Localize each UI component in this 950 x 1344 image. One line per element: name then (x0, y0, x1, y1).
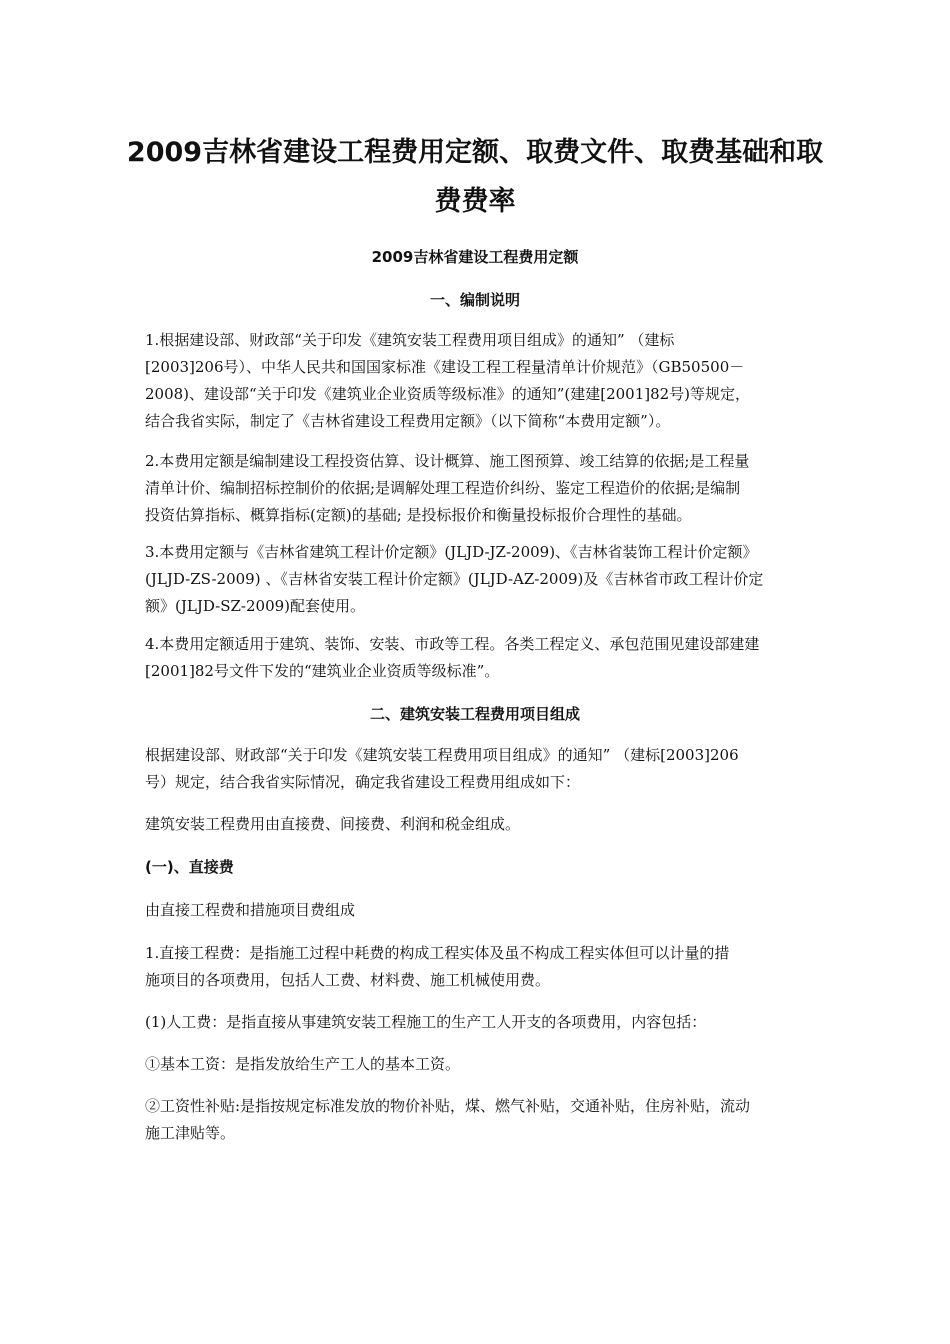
section-1-paragraph-1 (145, 327, 807, 435)
document-title-line-1: 2009吉林省建设工程费用定额、取费文件、取费基础和取 (126, 137, 824, 168)
document-title-line-2: 费费率 (434, 186, 516, 217)
section-2-heading: 二、建筑安装工程费用项目组成 (369, 705, 580, 723)
text-line: ②工资性补贴:是指按规定标准发放的物价补贴，煤、燃气补贴，交通补贴，住房补贴，流动 (145, 1097, 751, 1115)
section-1-paragraph-2 (145, 448, 807, 529)
section-2-paragraph-2: 建筑安装工程费用由直接费、间接费、利润和税金组成。 (145, 815, 521, 833)
text-line: [2001]82号文件下发的“建筑业企业资质等级标准”。 (145, 662, 500, 680)
text-line: 投资估算指标、概算指标(定额)的基础; 是投标报价和衡量投标报价合理性的基础。 (145, 506, 692, 524)
section-1-paragraph-3 (145, 539, 807, 620)
text-line: 根据建设部、财政部“关于印发《建筑安装工程费用项目组成》的通知” （建标[2003]206 (145, 746, 739, 764)
text-line: 3.本费用定额与《吉林省建筑工程计价定额》(JLJD-JZ-2009)、《吉林省装饰工程计价定额》 (145, 543, 758, 561)
text-line: 4.本费用定额适用于建筑、装饰、安装、市政等工程。各类工程定义、承包范围见建设部建建 (145, 635, 760, 653)
subsection-paragraph-5 (145, 1093, 807, 1147)
text-line: 施项目的各项费用，包括人工费、材料费、施工机械使用费。 (145, 971, 551, 989)
section-1-paragraph-4 (145, 631, 807, 685)
subsection-paragraph-3: (1)人工费：是指直接从事建筑安装工程施工的生产工人开支的各项费用，内容包括： (145, 1013, 707, 1031)
text-line: (JLJD-ZS-2009) 、《吉林省安装工程计价定额》(JLJD-AZ-2009)及《吉林省市政工程计价定 (145, 570, 764, 588)
text-line: [2003]206号）、中华人民共和国国家标准《建设工程工程量清单计价规范》（GB50500－ (145, 358, 745, 376)
subsection-heading-direct-cost: (一)、直接费 (145, 858, 234, 876)
text-line: 额》(JLJD-SZ-2009)配套使用。 (145, 597, 366, 615)
subsection-paragraph-4: ①基本工资：是指发放给生产工人的基本工资。 (145, 1055, 461, 1073)
text-line: 2.本费用定额是编制建设工程投资估算、设计概算、施工图预算、竣工结算的依据;是工程量 (145, 452, 750, 470)
document-subtitle: 2009吉林省建设工程费用定额 (371, 248, 579, 266)
subsection-paragraph-1: 由直接工程费和措施项目费组成 (145, 901, 356, 919)
text-line: 施工津贴等。 (145, 1124, 236, 1142)
text-line: 结合我省实际，制定了《吉林省建设工程费用定额》（以下简称“本费用定额”）。 (145, 412, 671, 430)
text-line: 1.直接工程费：是指施工过程中耗费的构成工程实体及虽不构成工程实体但可以计量的措 (145, 944, 730, 962)
text-line: 号）规定，结合我省实际情况，确定我省建设工程费用组成如下： (145, 773, 581, 791)
text-line: 清单计价、编制招标控制价的依据;是调解处理工程造价纠纷、鉴定工程造价的依据;是编制 (145, 479, 741, 497)
section-1-heading: 一、编制说明 (429, 291, 520, 309)
text-line: 2008)、建设部“关于印发《建筑业企业资质等级标准》的通知”(建建[2001]82号)等规定， (145, 385, 751, 403)
subsection-paragraph-2 (145, 940, 807, 994)
text-line: 1.根据建设部、财政部“关于印发《建筑安装工程费用项目组成》的通知” （建标 (145, 331, 675, 349)
section-2-paragraph-1 (145, 742, 807, 796)
